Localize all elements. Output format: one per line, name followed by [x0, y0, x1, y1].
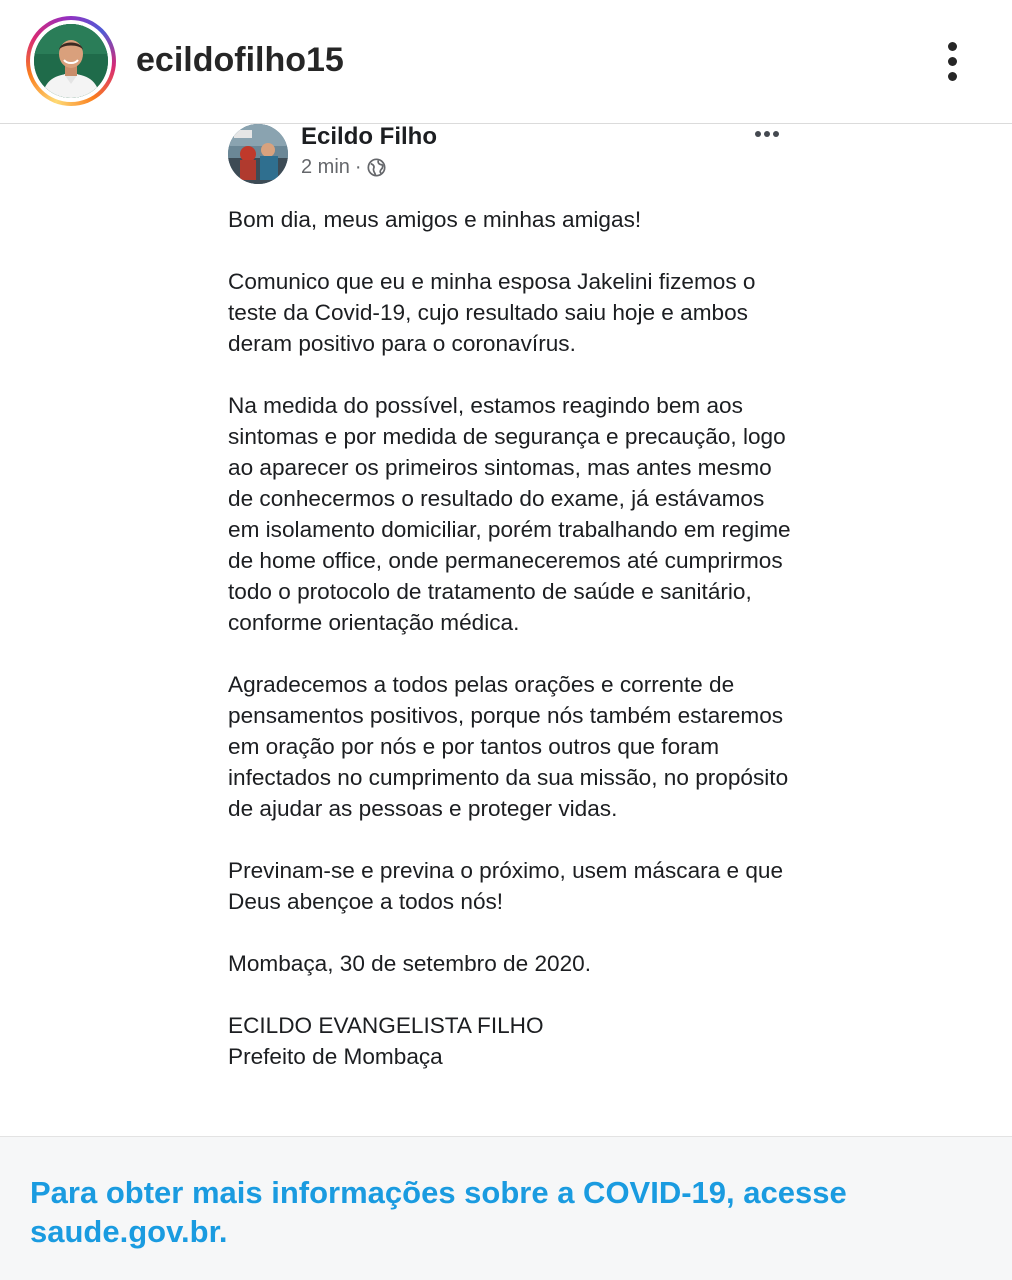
paragraph-isolation: Na medida do possível, estamos reagindo bem aos sintomas e por medida de segurança e precaução, logo ao aparecer os primeiros sintomas, mas antes mesmo de conhecermos o resultado do exame, já estávamos em isolamento domiciliar, porém trabalhando em regime de home office, onde permaneceremos até cumprirmos todo o protocolo de tratamento de saúde e sanitário, conforme orientação médica.	[228, 393, 791, 635]
covid-info-banner[interactable]	[0, 1136, 1012, 1280]
author-name[interactable]: Ecildo Filho	[301, 124, 437, 150]
author-avatar	[228, 124, 288, 184]
paragraph-greeting: Bom dia, meus amigos e minhas amigas!	[228, 207, 642, 232]
meta-separator: ·	[354, 156, 362, 178]
paragraph-thanks: Agradecemos a todos pelas orações e corrente de pensamentos positivos, porque nós também estaremos em oração por nós e por tantos outros que foram infectados no cumprimento da sua missão, no propósito de ajudar as pessoas e proteger vidas.	[228, 672, 789, 821]
post-text	[228, 204, 798, 1103]
vertical-ellipsis-icon[interactable]	[936, 38, 970, 84]
post-meta	[301, 154, 386, 180]
paragraph-prevention: Previnam-se e previna o próximo, usem máscara e que Deus abençoe a todos nós!	[228, 858, 784, 914]
paragraph-signature: ECILDO EVANGELISTA FILHO Prefeito de Mombaça	[228, 1013, 544, 1069]
covid-info-link[interactable]: Para obter mais informações sobre a COVID-19, acesse saude.gov.br.	[30, 1175, 847, 1249]
profile-avatar[interactable]	[26, 16, 116, 106]
post-header	[0, 0, 1012, 124]
profile-photo-icon	[34, 24, 108, 98]
paragraph-announcement: Comunico que eu e minha esposa Jakelini fizemos o teste da Covid-19, cujo resultado saiu hoje e ambos deram positivo para o coronavírus.	[228, 269, 756, 356]
post-time[interactable]: 2 min	[301, 156, 350, 178]
paragraph-date: Mombaça, 30 de setembro de 2020.	[228, 951, 591, 976]
username[interactable]: ecildofilho15	[136, 41, 344, 79]
globe-icon	[367, 158, 386, 177]
post-image	[0, 124, 1012, 1136]
horizontal-ellipsis-icon[interactable]	[752, 124, 782, 144]
